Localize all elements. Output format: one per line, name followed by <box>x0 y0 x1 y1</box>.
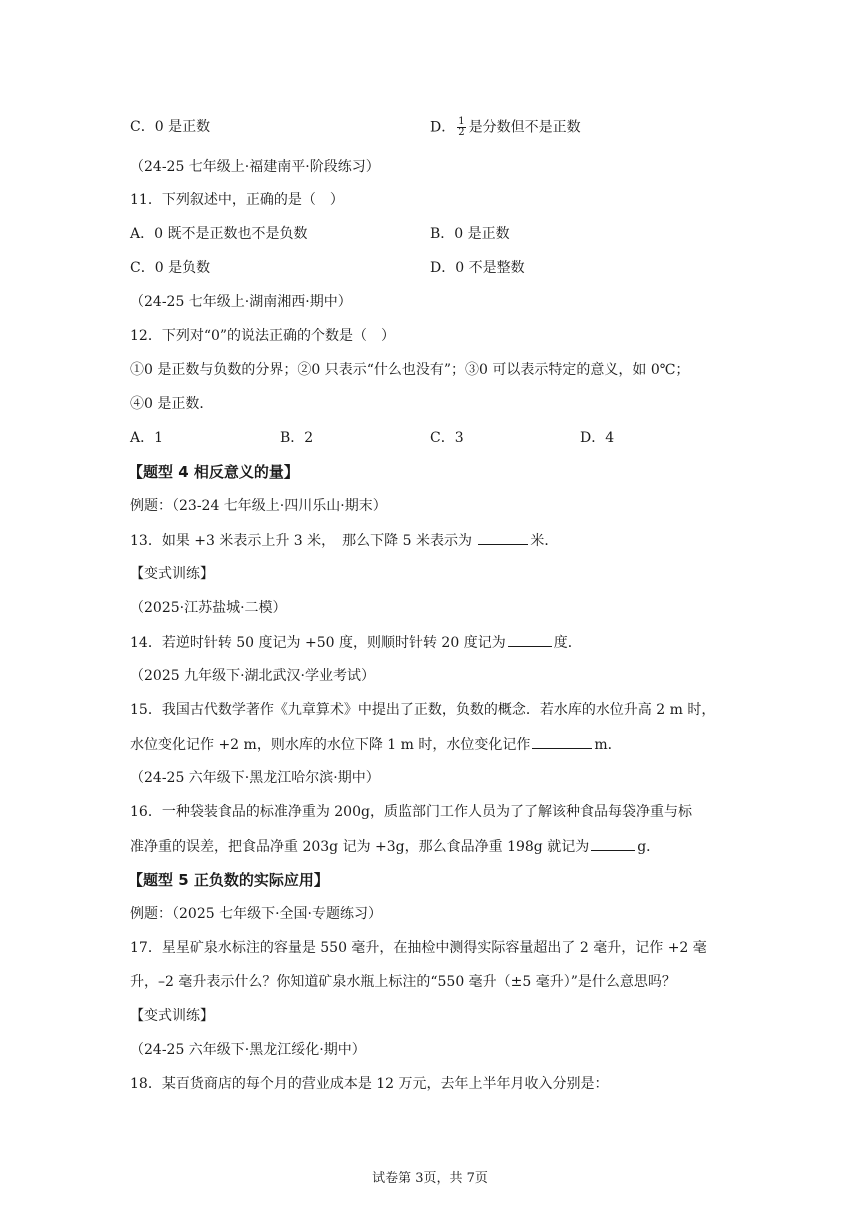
q11-option-c: C．0 是负数 <box>130 260 211 276</box>
source-q15: （2025 九年级下·湖北武汉·学业考试） <box>130 668 375 684</box>
q15-line-1: 15．我国古代数学著作《九章算术》中提出了正数，负数的概念．若水库的水位升高 2 m 时， <box>130 702 716 718</box>
q15-answer-blank[interactable] <box>532 734 592 749</box>
q10-option-d-label: D． <box>430 119 456 136</box>
source-q12: （24-25 七年级上·湖南湘西·期中） <box>130 294 352 310</box>
q10-option-d-text: 是分数但不是正数 <box>468 119 581 136</box>
q18-stem: 18．某百货商店的每个月的营业成本是 12 万元，去年上半年月收入分别是： <box>130 1076 609 1092</box>
q13-unit: 米． <box>530 533 559 549</box>
q16-answer-blank[interactable] <box>591 836 635 851</box>
q12-option-c: C．3 <box>430 430 464 446</box>
q12-option-a: A．1 <box>130 430 164 446</box>
q14-text: 14．若逆时针转 50 度记为 +50 度，则顺时针转 20 度记为 <box>130 635 506 651</box>
q13 <box>130 530 558 551</box>
q15-text: 水位变化记作 +2 m，则水库的水位下降 1 m 时，水位变化记作 <box>130 737 531 753</box>
section-heading-type-4: 【题型 4 相反意义的量】 <box>128 463 299 481</box>
q16-line-1: 16．一种袋装食品的标准净重为 200g，质监部门工作人员为了了解该种食品每袋净重与标 <box>130 804 692 820</box>
source-q11: （24-25 七年级上·福建南平·阶段练习） <box>130 159 380 175</box>
source-q14: （2025·江苏盐城·二模） <box>130 600 287 616</box>
variant-heading-5: 【变式训练】 <box>130 1008 214 1024</box>
q10-option-c: C．0 是正数 <box>130 119 211 135</box>
q13-answer-blank[interactable] <box>478 530 528 545</box>
q12-stem: 12．下列对“0”的说法正确的个数是（ ） <box>130 328 396 344</box>
fraction-one-half: $\frac{1}{2}$ <box>458 116 465 138</box>
q14-unit: 度． <box>553 635 582 651</box>
source-q16: （24-25 六年级下·黑龙江哈尔滨·期中） <box>130 770 380 786</box>
example-source-4: 例题：（23-24 七年级上·四川乐山·期末） <box>130 498 387 514</box>
q12-option-b: B．2 <box>280 430 314 446</box>
q16-line-2 <box>130 836 660 857</box>
q17-line-2: 升，–2 毫升表示什么？你知道矿泉水瓶上标注的“550 毫升（±5 毫升）”是什么意思吗？ <box>130 974 676 990</box>
q11-option-a: A．0 既不是正数也不是负数 <box>130 226 308 242</box>
q14-answer-blank[interactable] <box>508 632 552 647</box>
q10-option-d <box>430 117 581 138</box>
q15-unit: m． <box>594 737 622 753</box>
q11-stem: 11．下列叙述中，正确的是（ ） <box>130 192 344 208</box>
q15-line-2 <box>130 734 622 755</box>
q16-unit: g． <box>637 839 661 855</box>
q12-option-d: D．4 <box>580 430 615 446</box>
section-heading-type-5: 【题型 5 正负数的实际应用】 <box>128 871 329 889</box>
q12-statement-line-2: ④0 是正数． <box>130 396 214 412</box>
q17-line-1: 17．星星矿泉水标注的容量是 550 毫升，在抽检中测得实际容量超出了 2 毫升，记作 +2 毫 <box>130 940 707 956</box>
source-q18: （24-25 六年级下·黑龙江绥化·期中） <box>130 1042 366 1058</box>
variant-heading-4: 【变式训练】 <box>130 566 214 582</box>
q13-text: 13．如果 +3 米表示上升 3 米， 那么下降 5 米表示为 <box>130 533 477 549</box>
page-footer: 试卷第 3页，共 7页 <box>372 1171 488 1186</box>
q11-option-b: B．0 是正数 <box>430 226 510 242</box>
q11-option-d: D．0 不是整数 <box>430 260 525 276</box>
q14 <box>130 632 582 653</box>
q16-text: 准净重的误差，把食品净重 203g 记为 +3g，那么食品净重 198g 就记为 <box>130 839 590 855</box>
example-source-5: 例题：（2025 七年级下·全国·专题练习） <box>130 906 382 922</box>
q12-statement-line-1: ①0 是正数与负数的分界；②0 只表示“什么也没有”；③0 可以表示特定的意义，如 0℃； <box>130 362 690 378</box>
